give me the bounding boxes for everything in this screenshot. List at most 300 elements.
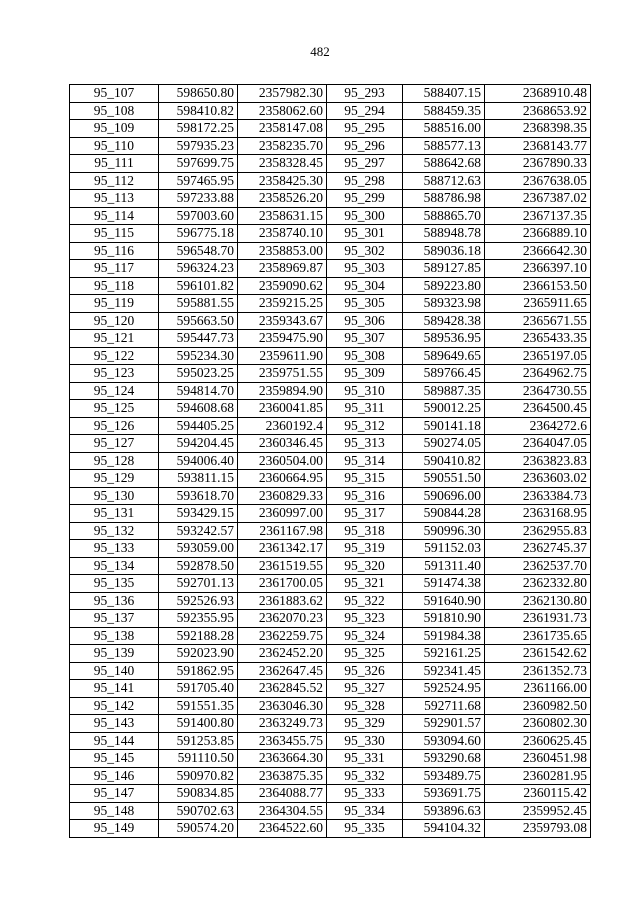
coordinates-table-body (70, 85, 591, 838)
x-coordinate-left-cell: 591253.85 (159, 732, 238, 750)
x-coordinate-left-cell: 594405.25 (159, 417, 238, 435)
y-coordinate-left-cell: 2360041.85 (238, 400, 327, 418)
y-coordinate-right-cell: 2365197.05 (485, 347, 591, 365)
point-id-left-cell: 95_123 (70, 365, 159, 383)
y-coordinate-left-cell: 2360346.45 (238, 435, 327, 453)
table-row (70, 487, 591, 505)
x-coordinate-right-cell: 589223.80 (403, 277, 485, 295)
y-coordinate-left-cell: 2363249.73 (238, 715, 327, 733)
x-coordinate-right-cell: 590274.05 (403, 435, 485, 453)
x-coordinate-left-cell: 591862.95 (159, 662, 238, 680)
x-coordinate-right-cell: 589323.98 (403, 295, 485, 313)
x-coordinate-left-cell: 597935.23 (159, 137, 238, 155)
y-coordinate-right-cell: 2360281.95 (485, 767, 591, 785)
y-coordinate-right-cell: 2362332.80 (485, 575, 591, 593)
y-coordinate-left-cell: 2362647.45 (238, 662, 327, 680)
x-coordinate-left-cell: 593618.70 (159, 487, 238, 505)
table-row (70, 400, 591, 418)
table-row (70, 295, 591, 313)
point-id-left-cell: 95_121 (70, 330, 159, 348)
point-id-right-cell: 95_313 (327, 435, 403, 453)
table-row (70, 505, 591, 523)
point-id-right-cell: 95_309 (327, 365, 403, 383)
y-coordinate-right-cell: 2368143.77 (485, 137, 591, 155)
y-coordinate-left-cell: 2361883.62 (238, 592, 327, 610)
x-coordinate-left-cell: 593429.15 (159, 505, 238, 523)
table-row (70, 575, 591, 593)
point-id-left-cell: 95_149 (70, 820, 159, 838)
point-id-left-cell: 95_148 (70, 802, 159, 820)
x-coordinate-right-cell: 590012.25 (403, 400, 485, 418)
table-row (70, 820, 591, 838)
y-coordinate-right-cell: 2360625.45 (485, 732, 591, 750)
table-row (70, 155, 591, 173)
point-id-left-cell: 95_120 (70, 312, 159, 330)
x-coordinate-right-cell: 589428.38 (403, 312, 485, 330)
y-coordinate-right-cell: 2362537.70 (485, 557, 591, 575)
y-coordinate-left-cell: 2358328.45 (238, 155, 327, 173)
x-coordinate-left-cell: 592188.28 (159, 627, 238, 645)
point-id-right-cell: 95_325 (327, 645, 403, 663)
table-row (70, 715, 591, 733)
y-coordinate-left-cell: 2358425.30 (238, 172, 327, 190)
x-coordinate-right-cell: 588642.68 (403, 155, 485, 173)
point-id-right-cell: 95_333 (327, 785, 403, 803)
x-coordinate-right-cell: 590141.18 (403, 417, 485, 435)
y-coordinate-left-cell: 2357982.30 (238, 85, 327, 103)
y-coordinate-left-cell: 2359751.55 (238, 365, 327, 383)
y-coordinate-left-cell: 2361342.17 (238, 540, 327, 558)
table-row (70, 662, 591, 680)
table-row (70, 365, 591, 383)
y-coordinate-right-cell: 2366397.10 (485, 260, 591, 278)
point-id-left-cell: 95_130 (70, 487, 159, 505)
table-row (70, 592, 591, 610)
point-id-left-cell: 95_138 (70, 627, 159, 645)
point-id-right-cell: 95_298 (327, 172, 403, 190)
table-row (70, 172, 591, 190)
point-id-right-cell: 95_297 (327, 155, 403, 173)
y-coordinate-right-cell: 2367890.33 (485, 155, 591, 173)
point-id-left-cell: 95_132 (70, 522, 159, 540)
y-coordinate-left-cell: 2360829.33 (238, 487, 327, 505)
x-coordinate-right-cell: 589036.18 (403, 242, 485, 260)
point-id-right-cell: 95_304 (327, 277, 403, 295)
y-coordinate-right-cell: 2360451.98 (485, 750, 591, 768)
x-coordinate-right-cell: 588516.00 (403, 120, 485, 138)
table-row (70, 225, 591, 243)
y-coordinate-left-cell: 2362452.20 (238, 645, 327, 663)
y-coordinate-right-cell: 2368653.92 (485, 102, 591, 120)
y-coordinate-left-cell: 2361167.98 (238, 522, 327, 540)
table-row (70, 277, 591, 295)
point-id-right-cell: 95_327 (327, 680, 403, 698)
point-id-right-cell: 95_301 (327, 225, 403, 243)
y-coordinate-right-cell: 2367387.02 (485, 190, 591, 208)
y-coordinate-left-cell: 2363046.30 (238, 697, 327, 715)
table-row (70, 85, 591, 103)
y-coordinate-right-cell: 2361542.62 (485, 645, 591, 663)
point-id-right-cell: 95_307 (327, 330, 403, 348)
table-row (70, 330, 591, 348)
y-coordinate-left-cell: 2360504.00 (238, 452, 327, 470)
y-coordinate-left-cell: 2363875.35 (238, 767, 327, 785)
table-row (70, 190, 591, 208)
point-id-right-cell: 95_320 (327, 557, 403, 575)
x-coordinate-left-cell: 596775.18 (159, 225, 238, 243)
y-coordinate-left-cell: 2361700.05 (238, 575, 327, 593)
y-coordinate-right-cell: 2368398.35 (485, 120, 591, 138)
y-coordinate-left-cell: 2360192.4 (238, 417, 327, 435)
x-coordinate-left-cell: 598410.82 (159, 102, 238, 120)
y-coordinate-right-cell: 2361166.00 (485, 680, 591, 698)
y-coordinate-left-cell: 2359090.62 (238, 277, 327, 295)
point-id-left-cell: 95_111 (70, 155, 159, 173)
y-coordinate-left-cell: 2364522.60 (238, 820, 327, 838)
x-coordinate-right-cell: 592711.68 (403, 697, 485, 715)
y-coordinate-right-cell: 2359952.45 (485, 802, 591, 820)
point-id-left-cell: 95_129 (70, 470, 159, 488)
table-row (70, 697, 591, 715)
point-id-left-cell: 95_118 (70, 277, 159, 295)
point-id-left-cell: 95_107 (70, 85, 159, 103)
y-coordinate-right-cell: 2362130.80 (485, 592, 591, 610)
x-coordinate-left-cell: 596548.70 (159, 242, 238, 260)
y-coordinate-left-cell: 2361519.55 (238, 557, 327, 575)
point-id-left-cell: 95_134 (70, 557, 159, 575)
point-id-left-cell: 95_113 (70, 190, 159, 208)
point-id-right-cell: 95_328 (327, 697, 403, 715)
y-coordinate-right-cell: 2364962.75 (485, 365, 591, 383)
point-id-right-cell: 95_308 (327, 347, 403, 365)
point-id-right-cell: 95_326 (327, 662, 403, 680)
x-coordinate-right-cell: 588407.15 (403, 85, 485, 103)
x-coordinate-right-cell: 593896.63 (403, 802, 485, 820)
point-id-right-cell: 95_331 (327, 750, 403, 768)
y-coordinate-right-cell: 2360982.50 (485, 697, 591, 715)
y-coordinate-left-cell: 2358969.87 (238, 260, 327, 278)
x-coordinate-left-cell: 597003.60 (159, 207, 238, 225)
x-coordinate-right-cell: 592524.95 (403, 680, 485, 698)
point-id-left-cell: 95_117 (70, 260, 159, 278)
point-id-right-cell: 95_306 (327, 312, 403, 330)
point-id-left-cell: 95_144 (70, 732, 159, 750)
x-coordinate-right-cell: 588459.35 (403, 102, 485, 120)
point-id-left-cell: 95_131 (70, 505, 159, 523)
x-coordinate-left-cell: 592355.95 (159, 610, 238, 628)
x-coordinate-right-cell: 592901.57 (403, 715, 485, 733)
point-id-right-cell: 95_332 (327, 767, 403, 785)
point-id-right-cell: 95_311 (327, 400, 403, 418)
table-row (70, 242, 591, 260)
point-id-right-cell: 95_310 (327, 382, 403, 400)
table-row (70, 260, 591, 278)
table-row (70, 610, 591, 628)
y-coordinate-right-cell: 2365911.65 (485, 295, 591, 313)
x-coordinate-left-cell: 592023.90 (159, 645, 238, 663)
y-coordinate-left-cell: 2358853.00 (238, 242, 327, 260)
point-id-right-cell: 95_317 (327, 505, 403, 523)
table-row (70, 540, 591, 558)
table-row (70, 750, 591, 768)
point-id-left-cell: 95_147 (70, 785, 159, 803)
y-coordinate-left-cell: 2363455.75 (238, 732, 327, 750)
x-coordinate-right-cell: 590551.50 (403, 470, 485, 488)
y-coordinate-left-cell: 2359611.90 (238, 347, 327, 365)
x-coordinate-right-cell: 590410.82 (403, 452, 485, 470)
table-row (70, 312, 591, 330)
x-coordinate-left-cell: 595447.73 (159, 330, 238, 348)
point-id-right-cell: 95_294 (327, 102, 403, 120)
point-id-right-cell: 95_318 (327, 522, 403, 540)
y-coordinate-right-cell: 2364730.55 (485, 382, 591, 400)
y-coordinate-left-cell: 2358147.08 (238, 120, 327, 138)
y-coordinate-left-cell: 2362070.23 (238, 610, 327, 628)
x-coordinate-right-cell: 591152.03 (403, 540, 485, 558)
x-coordinate-left-cell: 595881.55 (159, 295, 238, 313)
point-id-left-cell: 95_141 (70, 680, 159, 698)
point-id-left-cell: 95_136 (70, 592, 159, 610)
point-id-left-cell: 95_126 (70, 417, 159, 435)
point-id-left-cell: 95_128 (70, 452, 159, 470)
y-coordinate-left-cell: 2360664.95 (238, 470, 327, 488)
point-id-right-cell: 95_293 (327, 85, 403, 103)
x-coordinate-left-cell: 598650.80 (159, 85, 238, 103)
x-coordinate-left-cell: 591551.35 (159, 697, 238, 715)
y-coordinate-right-cell: 2364272.6 (485, 417, 591, 435)
table-row (70, 627, 591, 645)
x-coordinate-left-cell: 596101.82 (159, 277, 238, 295)
table-row (70, 120, 591, 138)
x-coordinate-left-cell: 593811.15 (159, 470, 238, 488)
x-coordinate-right-cell: 591311.40 (403, 557, 485, 575)
x-coordinate-left-cell: 590702.63 (159, 802, 238, 820)
x-coordinate-right-cell: 591474.38 (403, 575, 485, 593)
x-coordinate-right-cell: 592161.25 (403, 645, 485, 663)
table-row (70, 347, 591, 365)
point-id-right-cell: 95_321 (327, 575, 403, 593)
x-coordinate-right-cell: 592341.45 (403, 662, 485, 680)
x-coordinate-right-cell: 591640.90 (403, 592, 485, 610)
y-coordinate-right-cell: 2363168.95 (485, 505, 591, 523)
x-coordinate-left-cell: 591400.80 (159, 715, 238, 733)
point-id-right-cell: 95_302 (327, 242, 403, 260)
y-coordinate-right-cell: 2364500.45 (485, 400, 591, 418)
x-coordinate-right-cell: 593094.60 (403, 732, 485, 750)
table-row (70, 802, 591, 820)
point-id-left-cell: 95_112 (70, 172, 159, 190)
point-id-left-cell: 95_119 (70, 295, 159, 313)
y-coordinate-right-cell: 2360802.30 (485, 715, 591, 733)
x-coordinate-left-cell: 593242.57 (159, 522, 238, 540)
x-coordinate-left-cell: 594608.68 (159, 400, 238, 418)
y-coordinate-left-cell: 2362845.52 (238, 680, 327, 698)
y-coordinate-right-cell: 2361735.65 (485, 627, 591, 645)
y-coordinate-left-cell: 2359475.90 (238, 330, 327, 348)
x-coordinate-right-cell: 590696.00 (403, 487, 485, 505)
table-row (70, 435, 591, 453)
y-coordinate-right-cell: 2368910.48 (485, 85, 591, 103)
table-row (70, 645, 591, 663)
table-row (70, 767, 591, 785)
x-coordinate-left-cell: 592878.50 (159, 557, 238, 575)
point-id-left-cell: 95_143 (70, 715, 159, 733)
point-id-left-cell: 95_114 (70, 207, 159, 225)
point-id-right-cell: 95_299 (327, 190, 403, 208)
point-id-left-cell: 95_115 (70, 225, 159, 243)
table-row (70, 470, 591, 488)
y-coordinate-right-cell: 2359793.08 (485, 820, 591, 838)
point-id-right-cell: 95_312 (327, 417, 403, 435)
x-coordinate-left-cell: 592526.93 (159, 592, 238, 610)
y-coordinate-right-cell: 2364047.05 (485, 435, 591, 453)
table-row (70, 785, 591, 803)
x-coordinate-right-cell: 593691.75 (403, 785, 485, 803)
y-coordinate-left-cell: 2359215.25 (238, 295, 327, 313)
y-coordinate-left-cell: 2358740.10 (238, 225, 327, 243)
y-coordinate-right-cell: 2362955.83 (485, 522, 591, 540)
table-row (70, 522, 591, 540)
point-id-left-cell: 95_146 (70, 767, 159, 785)
x-coordinate-left-cell: 592701.13 (159, 575, 238, 593)
y-coordinate-right-cell: 2363384.73 (485, 487, 591, 505)
y-coordinate-left-cell: 2363664.30 (238, 750, 327, 768)
y-coordinate-right-cell: 2365671.55 (485, 312, 591, 330)
point-id-left-cell: 95_108 (70, 102, 159, 120)
y-coordinate-right-cell: 2360115.42 (485, 785, 591, 803)
point-id-right-cell: 95_322 (327, 592, 403, 610)
y-coordinate-right-cell: 2366642.30 (485, 242, 591, 260)
x-coordinate-right-cell: 589887.35 (403, 382, 485, 400)
point-id-left-cell: 95_110 (70, 137, 159, 155)
point-id-left-cell: 95_135 (70, 575, 159, 593)
y-coordinate-right-cell: 2365433.35 (485, 330, 591, 348)
y-coordinate-left-cell: 2364088.77 (238, 785, 327, 803)
x-coordinate-left-cell: 597699.75 (159, 155, 238, 173)
point-id-left-cell: 95_116 (70, 242, 159, 260)
x-coordinate-right-cell: 588865.70 (403, 207, 485, 225)
x-coordinate-left-cell: 594204.45 (159, 435, 238, 453)
point-id-right-cell: 95_295 (327, 120, 403, 138)
table-row (70, 417, 591, 435)
x-coordinate-left-cell: 595234.30 (159, 347, 238, 365)
table-row (70, 557, 591, 575)
x-coordinate-left-cell: 593059.00 (159, 540, 238, 558)
point-id-right-cell: 95_305 (327, 295, 403, 313)
coordinates-table (69, 84, 591, 838)
table-row (70, 732, 591, 750)
point-id-left-cell: 95_133 (70, 540, 159, 558)
y-coordinate-left-cell: 2360997.00 (238, 505, 327, 523)
y-coordinate-right-cell: 2367137.35 (485, 207, 591, 225)
y-coordinate-left-cell: 2359894.90 (238, 382, 327, 400)
point-id-right-cell: 95_315 (327, 470, 403, 488)
table-row (70, 137, 591, 155)
y-coordinate-left-cell: 2358631.15 (238, 207, 327, 225)
x-coordinate-left-cell: 594006.40 (159, 452, 238, 470)
point-id-left-cell: 95_137 (70, 610, 159, 628)
table-row (70, 382, 591, 400)
y-coordinate-right-cell: 2366889.10 (485, 225, 591, 243)
y-coordinate-right-cell: 2363823.83 (485, 452, 591, 470)
point-id-left-cell: 95_124 (70, 382, 159, 400)
y-coordinate-left-cell: 2362259.75 (238, 627, 327, 645)
point-id-left-cell: 95_140 (70, 662, 159, 680)
y-coordinate-right-cell: 2361352.73 (485, 662, 591, 680)
point-id-right-cell: 95_303 (327, 260, 403, 278)
x-coordinate-right-cell: 588786.98 (403, 190, 485, 208)
table-row (70, 680, 591, 698)
point-id-left-cell: 95_142 (70, 697, 159, 715)
x-coordinate-left-cell: 597233.88 (159, 190, 238, 208)
table-row (70, 102, 591, 120)
point-id-right-cell: 95_314 (327, 452, 403, 470)
y-coordinate-left-cell: 2364304.55 (238, 802, 327, 820)
x-coordinate-right-cell: 589536.95 (403, 330, 485, 348)
x-coordinate-left-cell: 591110.50 (159, 750, 238, 768)
page-number: 482 (310, 44, 330, 59)
x-coordinate-right-cell: 591810.90 (403, 610, 485, 628)
x-coordinate-right-cell: 588577.13 (403, 137, 485, 155)
x-coordinate-left-cell: 598172.25 (159, 120, 238, 138)
x-coordinate-left-cell: 590970.82 (159, 767, 238, 785)
x-coordinate-left-cell: 597465.95 (159, 172, 238, 190)
x-coordinate-right-cell: 588948.78 (403, 225, 485, 243)
x-coordinate-right-cell: 589127.85 (403, 260, 485, 278)
x-coordinate-right-cell: 588712.63 (403, 172, 485, 190)
point-id-right-cell: 95_334 (327, 802, 403, 820)
x-coordinate-right-cell: 593489.75 (403, 767, 485, 785)
x-coordinate-left-cell: 596324.23 (159, 260, 238, 278)
y-coordinate-left-cell: 2359343.67 (238, 312, 327, 330)
x-coordinate-right-cell: 594104.32 (403, 820, 485, 838)
point-id-left-cell: 95_125 (70, 400, 159, 418)
y-coordinate-right-cell: 2362745.37 (485, 540, 591, 558)
point-id-right-cell: 95_324 (327, 627, 403, 645)
point-id-left-cell: 95_109 (70, 120, 159, 138)
x-coordinate-left-cell: 590834.85 (159, 785, 238, 803)
x-coordinate-left-cell: 595663.50 (159, 312, 238, 330)
point-id-right-cell: 95_330 (327, 732, 403, 750)
point-id-right-cell: 95_329 (327, 715, 403, 733)
x-coordinate-right-cell: 590996.30 (403, 522, 485, 540)
point-id-left-cell: 95_127 (70, 435, 159, 453)
point-id-right-cell: 95_300 (327, 207, 403, 225)
point-id-right-cell: 95_316 (327, 487, 403, 505)
table-row (70, 452, 591, 470)
x-coordinate-left-cell: 591705.40 (159, 680, 238, 698)
x-coordinate-right-cell: 593290.68 (403, 750, 485, 768)
x-coordinate-right-cell: 590844.28 (403, 505, 485, 523)
point-id-left-cell: 95_145 (70, 750, 159, 768)
point-id-left-cell: 95_139 (70, 645, 159, 663)
point-id-right-cell: 95_296 (327, 137, 403, 155)
x-coordinate-left-cell: 594814.70 (159, 382, 238, 400)
x-coordinate-right-cell: 589766.45 (403, 365, 485, 383)
y-coordinate-left-cell: 2358235.70 (238, 137, 327, 155)
y-coordinate-right-cell: 2363603.02 (485, 470, 591, 488)
y-coordinate-left-cell: 2358526.20 (238, 190, 327, 208)
x-coordinate-right-cell: 589649.65 (403, 347, 485, 365)
point-id-right-cell: 95_335 (327, 820, 403, 838)
table-row (70, 207, 591, 225)
point-id-left-cell: 95_122 (70, 347, 159, 365)
point-id-right-cell: 95_323 (327, 610, 403, 628)
point-id-right-cell: 95_319 (327, 540, 403, 558)
y-coordinate-right-cell: 2367638.05 (485, 172, 591, 190)
y-coordinate-right-cell: 2366153.50 (485, 277, 591, 295)
x-coordinate-right-cell: 591984.38 (403, 627, 485, 645)
